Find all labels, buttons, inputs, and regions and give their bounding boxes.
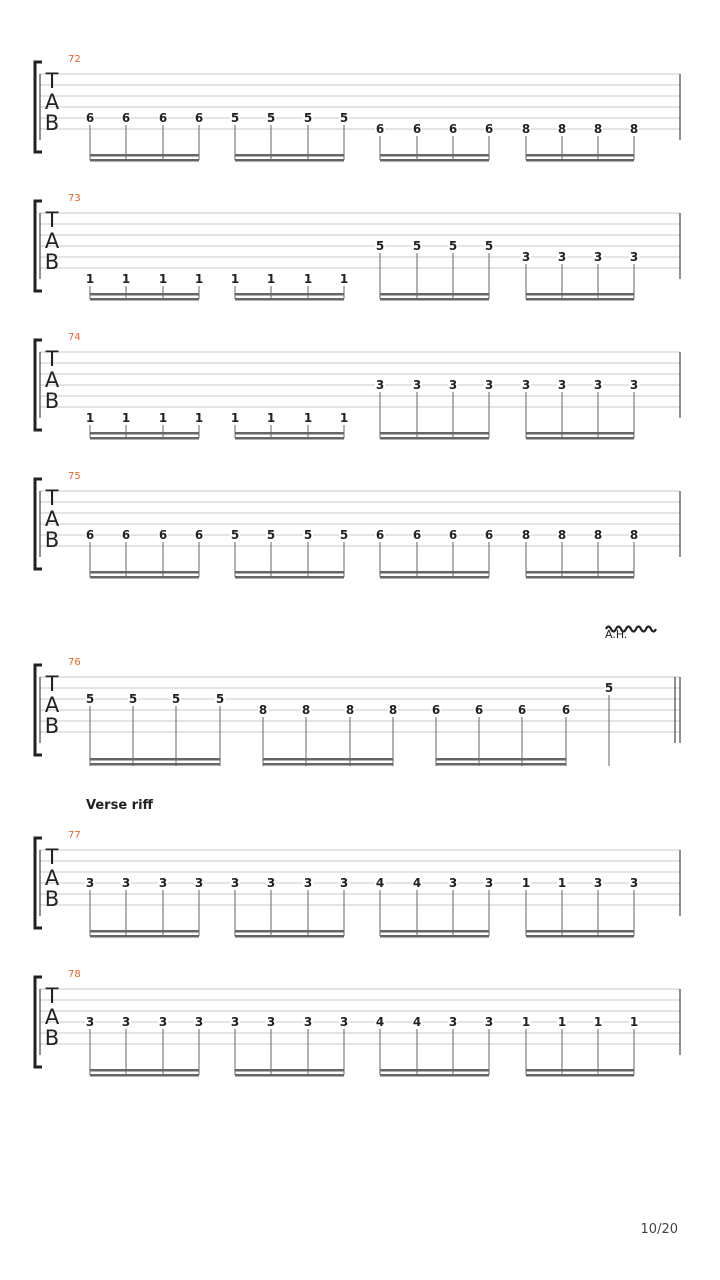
beam [380,154,489,157]
tab-clef-letter: A [44,229,60,253]
fret-number: 6 [561,703,571,717]
measure-number: 77 [68,830,81,841]
fret-number: 3 [303,1015,313,1029]
tab-clef-letter: A [44,866,60,890]
beam [235,159,344,162]
fret-number: 8 [258,703,268,717]
fret-number: 1 [121,411,131,425]
fret-number: 6 [474,703,484,717]
fret-number: 6 [431,703,441,717]
fret-number: 4 [412,876,422,890]
tab-system-77 [35,798,680,938]
fret-number: 6 [448,528,458,542]
beam [90,571,199,574]
beam [526,159,634,162]
fret-number: 3 [557,378,567,392]
beam [90,763,220,766]
fret-number: 3 [85,876,95,890]
measure-number: 73 [68,193,81,204]
fret-number: 6 [412,528,422,542]
beam [526,432,634,435]
fret-number: 8 [521,122,531,136]
beam [90,154,199,157]
tab-clef-letter: A [44,368,60,392]
fret-number: 5 [171,692,181,706]
beam [380,159,489,162]
tab-clef-letter: T [45,845,59,869]
fret-number: 1 [194,411,204,425]
beam [380,298,489,301]
beam [380,576,489,579]
tab-clef-letter: B [44,389,60,413]
measure-number: 78 [68,969,81,980]
fret-number: 5 [230,528,240,542]
fret-number: 3 [521,250,531,264]
beam [90,432,199,435]
beam [90,935,199,938]
fret-number: 5 [230,111,240,125]
tab-clef-letter: T [45,984,59,1008]
fret-number: 3 [484,378,494,392]
fret-number: 1 [85,272,95,286]
beam [235,1074,344,1077]
fret-number: 5 [266,528,276,542]
beam [380,432,489,435]
fret-number: 3 [158,1015,168,1029]
fret-number: 3 [194,1015,204,1029]
tab-system-75 [35,471,680,579]
fret-number: 6 [484,122,494,136]
fret-number: 3 [158,876,168,890]
fret-number: 6 [85,111,95,125]
tab-system-74 [35,332,680,440]
beam [90,159,199,162]
beam [380,571,489,574]
fret-number: 8 [593,122,603,136]
fret-number: 6 [194,528,204,542]
fret-number: 1 [557,876,567,890]
beam [526,1074,634,1077]
tab-clef-letter: B [44,528,60,552]
beam [526,154,634,157]
fret-number: 5 [604,681,614,695]
fret-number: 3 [412,378,422,392]
beam [526,930,634,933]
fret-number: 6 [375,528,385,542]
fret-number: 1 [266,411,276,425]
beam [235,298,344,301]
fret-number: 6 [158,528,168,542]
beam [263,763,393,766]
beam [380,437,489,440]
fret-number: 3 [593,250,603,264]
beam [235,293,344,296]
tab-clef-letter: B [44,887,60,911]
fret-number: 6 [121,111,131,125]
fret-number: 5 [303,111,313,125]
fret-number: 3 [484,876,494,890]
tab-clef-letter: T [45,486,59,510]
page-number: 10/20 [640,1222,678,1237]
beam [380,1074,489,1077]
fret-number: 3 [230,876,240,890]
fret-number: 6 [412,122,422,136]
fret-number: 3 [448,378,458,392]
fret-number: 8 [301,703,311,717]
fret-number: 3 [557,250,567,264]
measure-number: 76 [68,657,81,668]
tab-system-72 [35,54,680,162]
tab-clef-letter: B [44,111,60,135]
beam [90,758,220,761]
fret-number: 1 [339,411,349,425]
beam [235,576,344,579]
fret-number: 5 [448,239,458,253]
fret-number: 6 [194,111,204,125]
fret-number: 4 [375,1015,385,1029]
fret-number: 8 [345,703,355,717]
fret-number: 1 [85,411,95,425]
fret-number: 5 [375,239,385,253]
fret-number: 4 [375,876,385,890]
fret-number: 1 [521,1015,531,1029]
fret-number: 1 [593,1015,603,1029]
fret-number: 3 [629,876,639,890]
fret-number: 3 [593,378,603,392]
beam [436,758,566,761]
fret-number: 3 [194,876,204,890]
beam [235,432,344,435]
fret-number: 5 [339,528,349,542]
beam [235,437,344,440]
fret-number: 3 [375,378,385,392]
fret-number: 3 [629,378,639,392]
tab-clef-letter: B [44,714,60,738]
fret-number: 3 [85,1015,95,1029]
beam [235,935,344,938]
fret-number: 3 [629,250,639,264]
beam [526,571,634,574]
fret-number: 8 [629,528,639,542]
fret-number: 1 [303,411,313,425]
harmonic-label: A.H. [605,628,628,641]
fret-number: 1 [121,272,131,286]
fret-number: 3 [339,1015,349,1029]
measure-number: 72 [68,54,81,65]
fret-number: 3 [593,876,603,890]
fret-number: 1 [194,272,204,286]
tab-clef-letter: T [45,208,59,232]
beam [380,293,489,296]
fret-number: 1 [629,1015,639,1029]
beam [235,154,344,157]
fret-number: 5 [339,111,349,125]
fret-number: 6 [375,122,385,136]
fret-number: 5 [412,239,422,253]
fret-number: 5 [215,692,225,706]
fret-number: 3 [448,876,458,890]
section-label: Verse riff [86,798,154,813]
tab-clef-letter: T [45,672,59,696]
tab-system-76 [35,627,680,767]
beam [380,935,489,938]
fret-number: 1 [266,272,276,286]
fret-number: 4 [412,1015,422,1029]
beam [263,758,393,761]
beam [526,437,634,440]
fret-number: 3 [339,876,349,890]
beam [90,293,199,296]
beam [90,576,199,579]
beam [526,298,634,301]
fret-number: 5 [303,528,313,542]
tab-system-78 [35,969,680,1077]
beam [526,293,634,296]
fret-number: 5 [484,239,494,253]
fret-number: 1 [158,272,168,286]
fret-number: 1 [339,272,349,286]
beam [526,576,634,579]
fret-number: 1 [557,1015,567,1029]
fret-number: 3 [121,876,131,890]
beam [380,1069,489,1072]
beam [526,1069,634,1072]
fret-number: 6 [448,122,458,136]
beam [235,930,344,933]
beam [90,1074,199,1077]
beam [90,298,199,301]
fret-number: 1 [303,272,313,286]
fret-number: 3 [484,1015,494,1029]
fret-number: 6 [85,528,95,542]
fret-number: 6 [484,528,494,542]
fret-number: 5 [128,692,138,706]
fret-number: 6 [121,528,131,542]
tab-clef-letter: A [44,90,60,114]
tab-system-73 [35,193,680,301]
measure-number: 75 [68,471,81,482]
fret-number: 1 [158,411,168,425]
fret-number: 1 [521,876,531,890]
tab-clef-letter: A [44,1005,60,1029]
beam [380,930,489,933]
fret-number: 5 [266,111,276,125]
beam [235,571,344,574]
beam [436,763,566,766]
tab-clef-letter: B [44,250,60,274]
fret-number: 1 [230,272,240,286]
fret-number: 3 [266,1015,276,1029]
beam [526,935,634,938]
beam [90,437,199,440]
measure-number: 74 [68,332,81,343]
tab-clef-letter: A [44,693,60,717]
fret-number: 3 [121,1015,131,1029]
fret-number: 8 [629,122,639,136]
fret-number: 5 [85,692,95,706]
fret-number: 3 [521,378,531,392]
tab-clef-letter: T [45,347,59,371]
tab-clef-letter: T [45,69,59,93]
fret-number: 1 [230,411,240,425]
fret-number: 8 [557,528,567,542]
beam [90,930,199,933]
beam [235,1069,344,1072]
fret-number: 3 [230,1015,240,1029]
fret-number: 3 [448,1015,458,1029]
fret-number: 8 [593,528,603,542]
tab-clef-letter: A [44,507,60,531]
fret-number: 8 [388,703,398,717]
fret-number: 6 [517,703,527,717]
fret-number: 8 [557,122,567,136]
fret-number: 8 [521,528,531,542]
fret-number: 6 [158,111,168,125]
tab-clef-letter: B [44,1026,60,1050]
beam [90,1069,199,1072]
fret-number: 3 [303,876,313,890]
fret-number: 3 [266,876,276,890]
